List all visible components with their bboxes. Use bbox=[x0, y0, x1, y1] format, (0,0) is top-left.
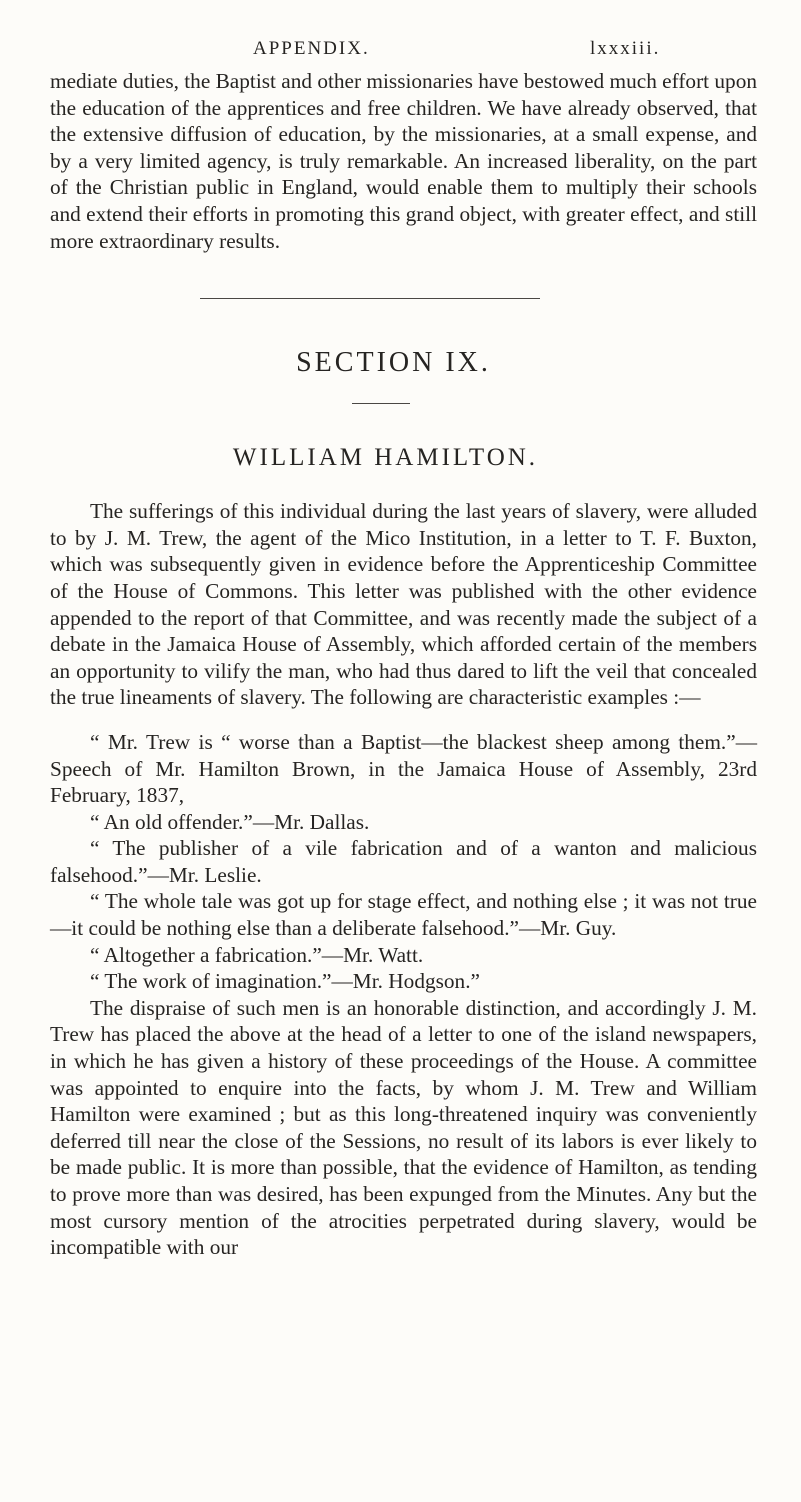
quotations-list bbox=[50, 729, 757, 995]
running-head bbox=[50, 28, 757, 68]
quotation: “ The publisher of a vile fabrication and of a wanton and malicious falsehood.”—Mr. Leslie. bbox=[50, 836, 757, 887]
heading-divider-rule bbox=[352, 403, 410, 404]
running-title: APPENDIX. bbox=[253, 38, 370, 59]
quotation: “ The whole tale was got up for stage effect, and nothing else ; it was not true—it could be nothing else than a deliberate falsehood.”—Mr. Guy. bbox=[50, 889, 757, 941]
section-divider-rule bbox=[200, 298, 540, 299]
subject-heading: WILLIAM HAMILTON. bbox=[232, 444, 539, 472]
quotation: “ Mr. Trew is “ worse than a Baptist—the blackest sheep among them.”—Speech of Mr. Hamilton Brown, in the Jamaica House of Assembly, 23rd February, 1837, bbox=[50, 729, 757, 808]
closing-paragraph: The dispraise of such men is an honorable distinction, and accordingly J. M. Trew has placed the above at the head of a letter to one of the island newspapers, in which he has given a history of these proceedings of the House. A committee was appointed to enquire into the facts, by whom J. M. Trew and William Hamilton were examined ; but as this long-threatened inquiry was conveniently deferred till near the close of the Sessions, no result of its labors is ever likely to be made public. It is more than possible, that the evidence of Hamilton, as tending to prove more than was desired, has been expunged from the Minutes. Any but the most cursory mention of the atrocities perpetrated during slavery, would be incompatible with our bbox=[50, 995, 757, 1260]
page-number: lxxxiii. bbox=[590, 38, 661, 59]
quotation: “ An old offender.”—Mr. Dallas. bbox=[90, 809, 370, 834]
quotation: “ Altogether a fabrication.”—Mr. Watt. bbox=[90, 942, 424, 967]
section-heading: SECTION IX. bbox=[296, 347, 491, 379]
intro-paragraph: The sufferings of this individual during the last years of slavery, were alluded to by J. M. Trew, the agent of the Mico Institution, in a letter to T. F. Buxton, which was subsequently given in evidence before the Apprenticeship Committee of the House of Commons. This letter was published with the other evidence appended to the report of that Committee, and was recently made the subject of a debate in the Jamaica House of Assembly, which afforded certain of the members an opportunity to vilify the man, who had thus dared to lift the veil that concealed the true lineaments of slavery. The following are characteristic examples :— bbox=[50, 499, 757, 710]
quotation: “ The work of imagination.”—Mr. Hodgson.” bbox=[90, 969, 480, 994]
opening-paragraph: mediate duties, the Baptist and other missionaries have bestowed much effort upon the education of the apprentices and free children. We have already observed, that the extensive diffusion of education, by the missionaries, at a small expense, and by a very limited agency, is truly remarkable. An increased liberality, on the part of the Christian public in England, would enable them to multiply their schools and extend their efforts in promoting this grand object, with greater effect, and still more extraordinary results. bbox=[50, 69, 757, 253]
